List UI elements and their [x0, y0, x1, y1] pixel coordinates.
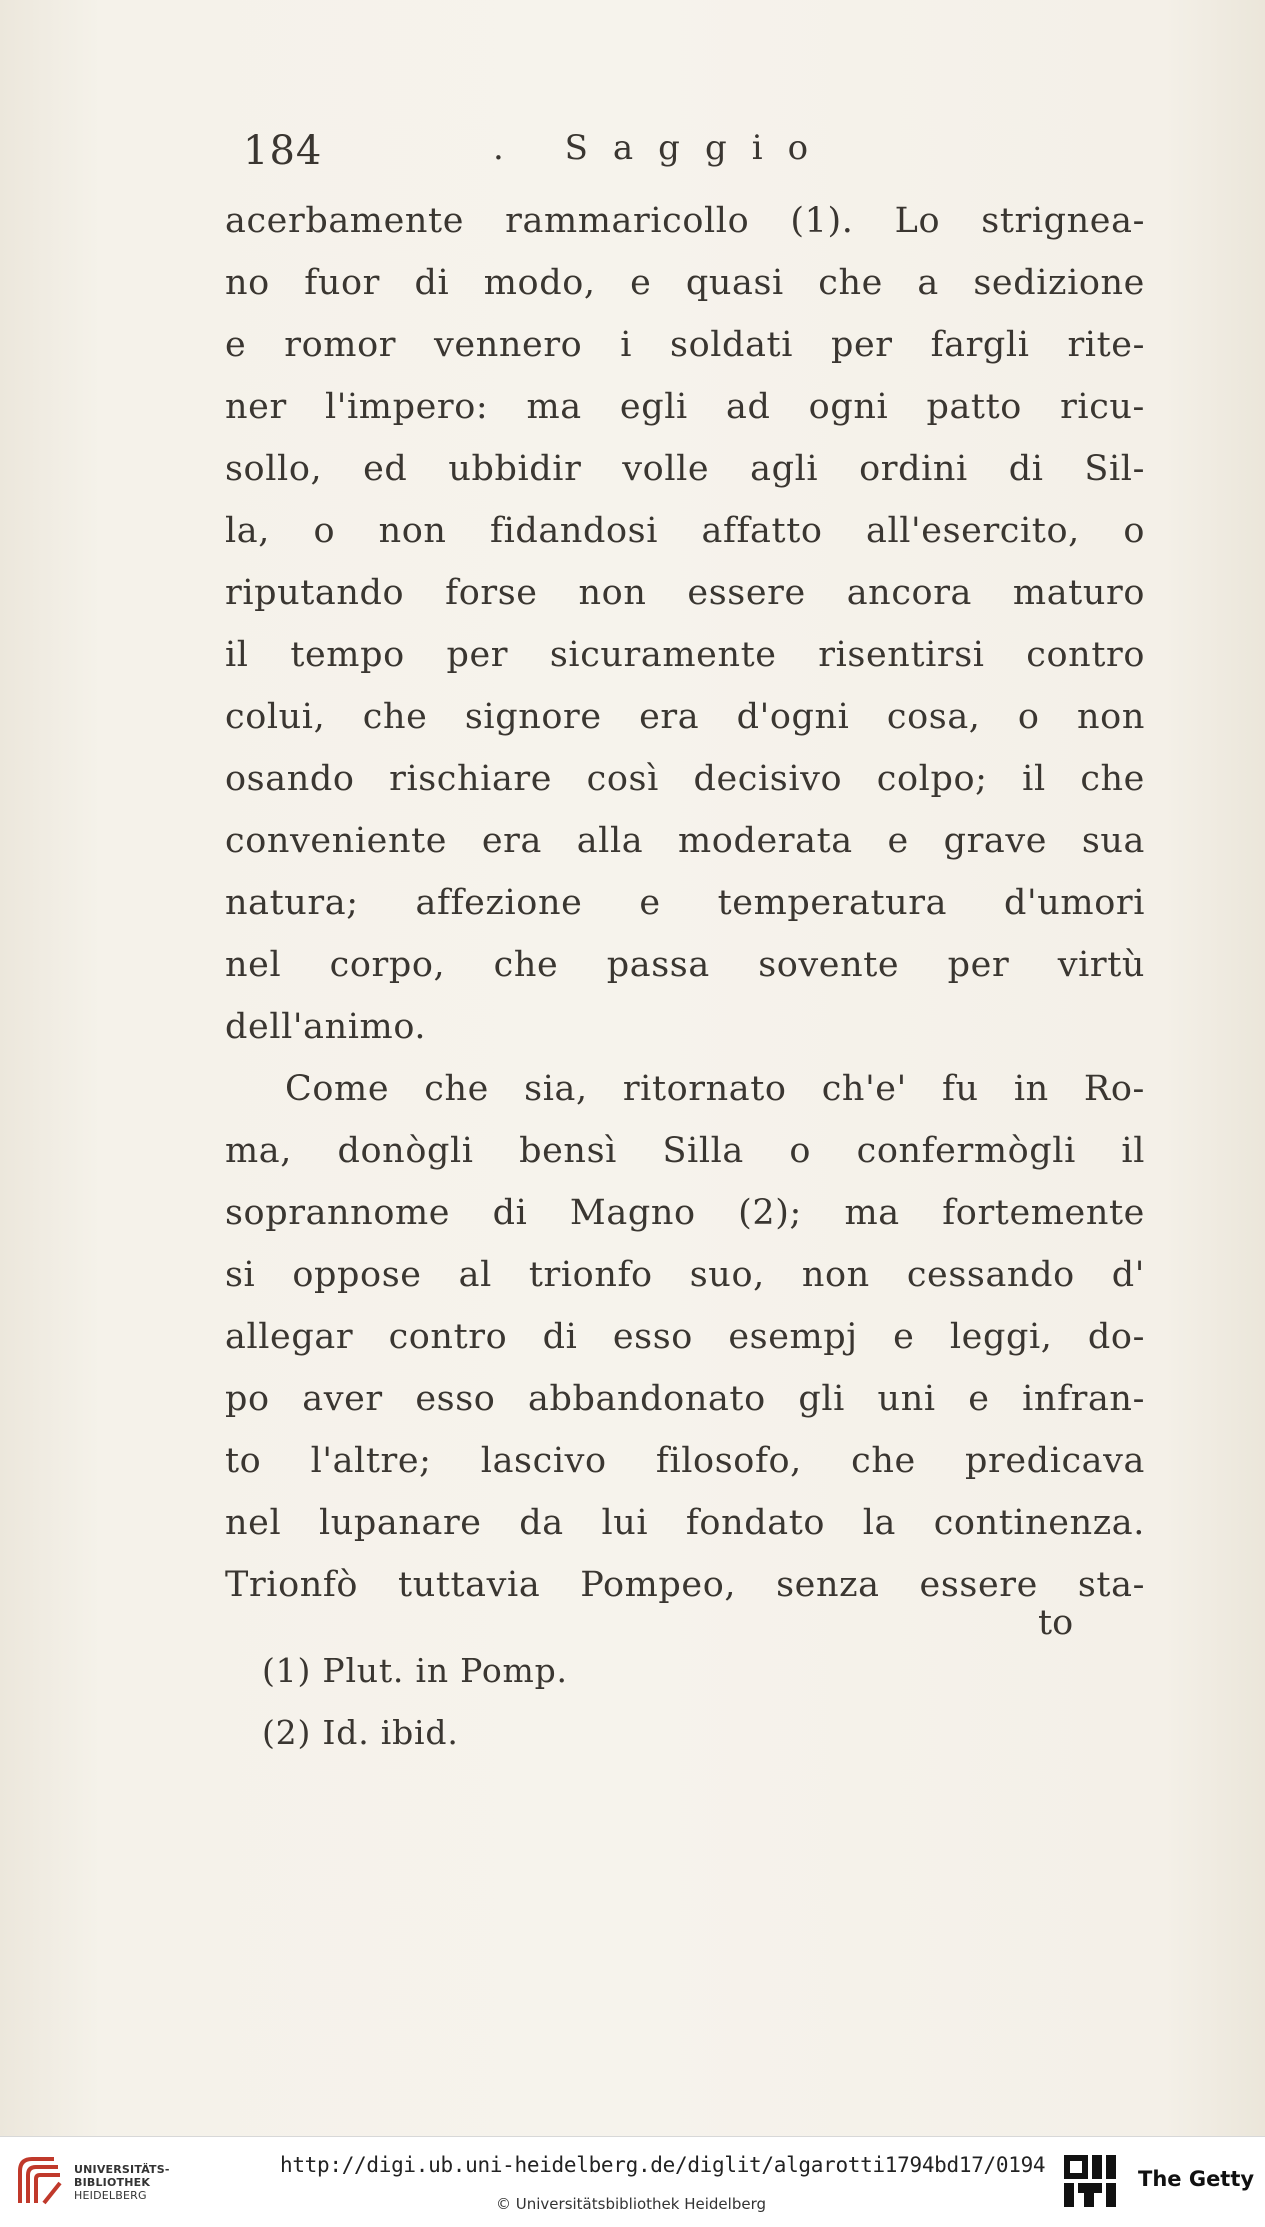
text-line: Come che sia, ritornato ch'e' fu in Ro-: [285, 1069, 1145, 1109]
text-line: e romor vennero i soldati per fargli rite-: [225, 325, 1145, 365]
text-line: nel lupanare da lui fondato la continenza.: [225, 1503, 1145, 1543]
text-line: ma, donògli bensì Silla o confermògli il: [225, 1131, 1145, 1171]
getty-logo-icon: [1062, 2153, 1118, 2209]
body-text: [225, 190, 1145, 1616]
partner-name: The Getty: [1138, 2167, 1255, 2191]
footer-bar: [0, 2136, 1265, 2227]
library-name: [74, 2163, 170, 2202]
text-line: natura; affezione e temperatura d'umori: [225, 883, 1145, 923]
text-line: Trionfò tuttavia Pompeo, senza essere sta-: [225, 1565, 1145, 1605]
page-header: [243, 128, 1143, 188]
text-line: colui, che signore era d'ogni cosa, o non: [225, 697, 1145, 737]
text-line: acerbamente rammaricollo (1). Lo strignea-: [225, 201, 1145, 241]
text-line: dell'animo.: [225, 1007, 427, 1047]
text-line: conveniente era alla moderata e grave sua: [225, 821, 1145, 861]
library-name-line: HEIDELBERG: [74, 2189, 147, 2202]
page-number: 184: [243, 128, 323, 174]
text-line: no fuor di modo, e quasi che a sedizione: [225, 263, 1145, 303]
text-line: nel corpo, che passa sovente per virtù: [225, 945, 1145, 985]
text-line: riputando forse non essere ancora maturo: [225, 573, 1145, 613]
text-line: il tempo per sicuramente risentirsi contro: [225, 635, 1145, 675]
text-line: si oppose al trionfo suo, non cessando d': [225, 1255, 1145, 1295]
footnote: (1) Plut. in Pomp.: [262, 1651, 568, 1690]
permalink-url[interactable]: http://digi.ub.uni-heidelberg.de/diglit/algarotti1794bd17/0194: [280, 2153, 1046, 2177]
text-line: to l'altre; lascivo filosofo, che predicava: [225, 1441, 1145, 1481]
getty-logo[interactable]: [1062, 2153, 1255, 2213]
text-line: allegar contro di esso esempj e leggi, do-: [225, 1317, 1145, 1357]
ub-heidelberg-logo[interactable]: [14, 2149, 194, 2215]
library-name-line: UNIVERSITÄTS-: [74, 2163, 170, 2176]
text-line: soprannome di Magno (2); ma fortemente: [225, 1193, 1145, 1233]
text-line: po aver esso abbandonato gli uni e infran-: [225, 1379, 1145, 1419]
text-line: sollo, ed ubbidir volle agli ordini di Sil-: [225, 449, 1145, 489]
copyright-notice: © Universitätsbibliothek Heidelberg: [496, 2195, 767, 2213]
footnotes: [262, 1640, 568, 1764]
catchword: to: [1038, 1603, 1074, 1643]
text-line: la, o non fidandosi affatto all'esercito, o: [225, 511, 1145, 551]
text-line: ner l'impero: ma egli ad ogni patto ricu-: [225, 387, 1145, 427]
text-line: osando rischiare così decisivo colpo; il che: [225, 759, 1145, 799]
library-name-line: BIBLIOTHEK: [74, 2176, 151, 2189]
footnote: (2) Id. ibid.: [262, 1713, 459, 1752]
running-title: . Saggio: [493, 128, 834, 168]
ub-heidelberg-logo-icon: [14, 2153, 66, 2211]
